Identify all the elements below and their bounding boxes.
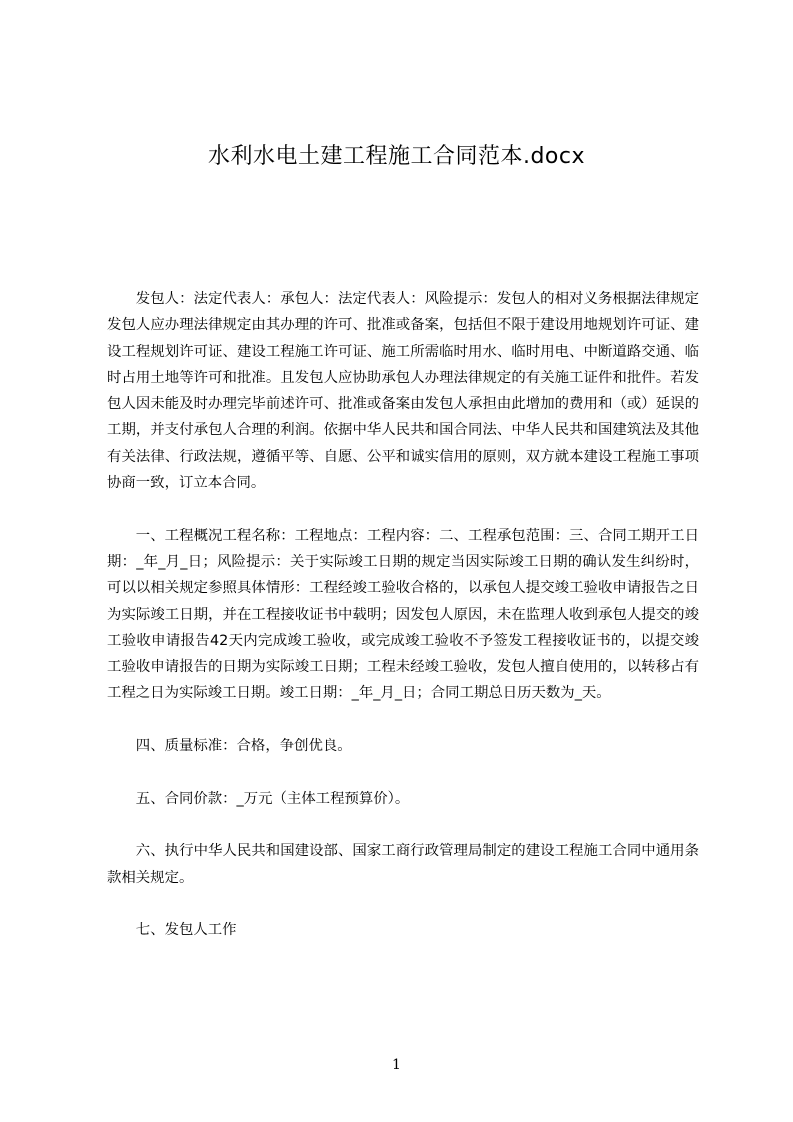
paragraph-spacer (107, 759, 699, 785)
paragraph-parties: 发包人：法定代表人：承包人：法定代表人：风险提示：发包人的相对义务根据法律规定发包人应办理法律规定由其办理的许可、批准或备案，包括但不限于建设用地规划许可证、建设工程规划许可证、建设工程施工许可证、施工所需临时用水、临时用电、中断道路交通、临时占用土地等许可和批准。且发包人应协助承包人办理法律规定的有关施工证件和批件。若发包人因未能及时办理完毕前述许可、批准或备案由发包人承担由此增加的费用和（或）延误的工期，并支付承包人合理的利润。依据中华人民共和国合同法、中华人民共和国建筑法及其他有关法律、行政法规，遵循平等、自愿、公平和诚实信用的原则，双方就本建设工程施工事项协商一致，订立本合同。 (107, 291, 699, 492)
paragraph-contract-price: 五、合同价款：_万元（主体工程预算价）。 (135, 790, 410, 807)
paragraph-general-terms: 六、执行中华人民共和国建设部、国家工商行政管理局制定的建设工程施工合同中通用条款相关规定。 (107, 843, 699, 886)
document-title: 水利水电土建工程施工合同范本.docx (207, 144, 586, 169)
document-body (107, 286, 699, 943)
paragraph-spacer (107, 891, 699, 917)
paragraph-spacer (107, 707, 699, 733)
paragraph-employer-work: 七、发包人工作 (135, 922, 237, 939)
page-number: 1 (392, 1057, 401, 1073)
paragraph-spacer (107, 812, 699, 838)
paragraph-quality-standard: 四、质量标准：合格，争创优良。 (135, 738, 352, 755)
paragraph-project-overview: 一、工程概况工程名称：工程地点：工程内容：二、工程承包范围：三、合同工期开工日期：_年_月_日；风险提示：关于实际竣工日期的规定当因实际竣工日期的确认发生纠纷时，可以以相关规定参照具体情形：工程经竣工验收合格的，以承包人提交竣工验收申请报告之日为实际竣工日期，并在工程接收证书中载明；因发包人原因，未在监理人收到承包人提交的竣工验收申请报告42天内完成竣工验收，或完成竣工验收不予签发工程接收证书的，以提交竣工验收申请报告的日期为实际竣工日期；工程未经竣工验收，发包人擅自使用的，以转移占有工程之日为实际竣工日期。竣工日期：_年_月_日；合同工期总日历天数为_天。 (107, 527, 699, 702)
paragraph-spacer (107, 496, 699, 522)
